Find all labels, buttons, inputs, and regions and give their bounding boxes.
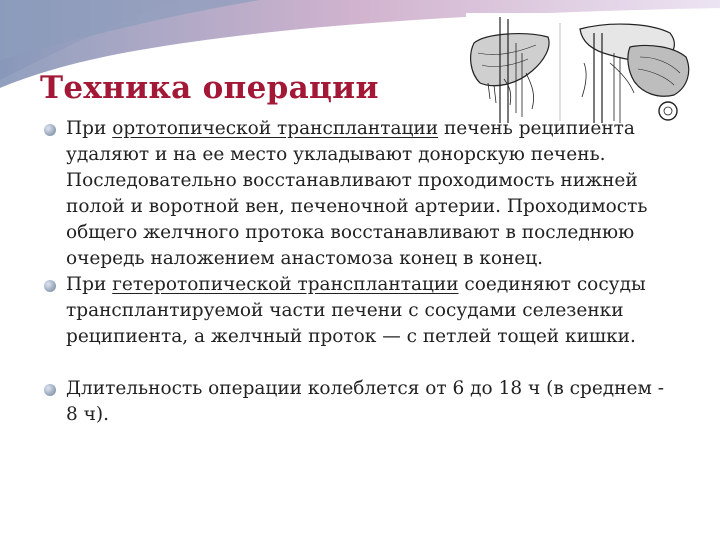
bullet-text: печень реципиента удаляют и на ее место укладывают донорскую печень. Последовательно восстанавливают проходимость нижней полой и воротной вен, печеночной артерии. Проходимость общего желчного протока восстанавливают в последнюю очередь наложением анастомоза конец в конец. <box>66 118 648 269</box>
bullet-list <box>44 116 676 428</box>
term-orthotopic: ортотопической трансплантации <box>112 118 439 139</box>
bullet-text: Длительность операции колеблется от 6 до 18 ч (в среднем - 8 ч). <box>66 378 664 425</box>
slide-title: Техника операции <box>40 70 379 106</box>
liver-heterotopic-diagram <box>580 24 689 123</box>
liver-anatomy-illustration <box>466 13 696 127</box>
bullet-prefix: При <box>66 274 113 295</box>
liver-orthotopic-diagram <box>471 17 560 123</box>
bullet-text: соединяют сосуды трансплантируемой части печени с сосудами селезенки реципиента, а желчный проток — с петлей тощей кишки. <box>66 274 646 347</box>
bullet-duration <box>44 376 676 428</box>
bullet-prefix: При <box>66 118 113 139</box>
term-heterotopic: гетеротопической трансплантации <box>112 274 459 295</box>
bullet-heterotopic <box>44 272 676 350</box>
bullet-orthotopic <box>44 116 676 272</box>
